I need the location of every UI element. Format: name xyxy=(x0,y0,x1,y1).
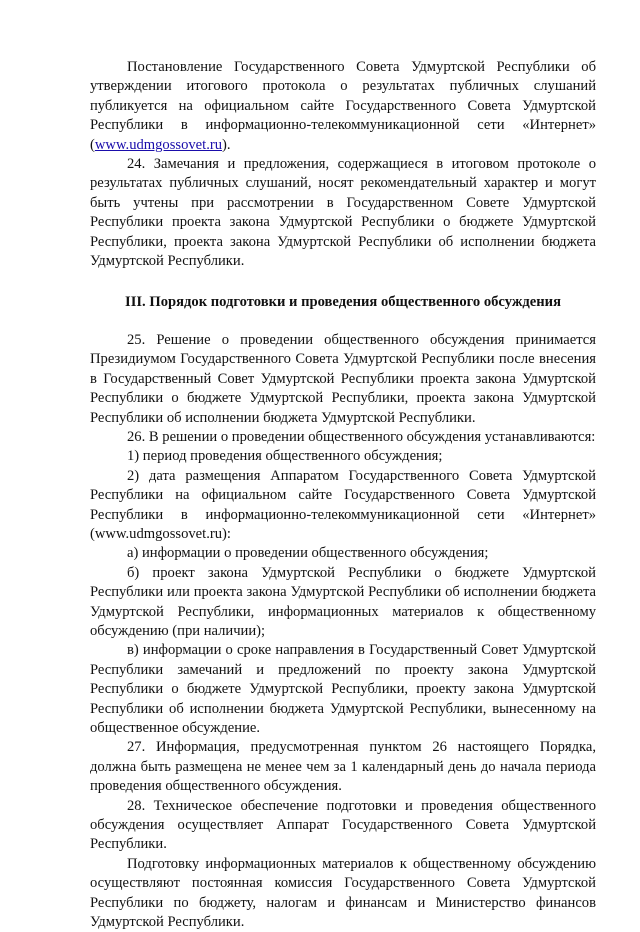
udmgossovet-link[interactable]: www.udmgossovet.ru xyxy=(94,136,223,153)
paragraph-26-item-b: б) проект закона Удмуртской Республики о бюджете Удмуртской Республики или проекта закона Удмуртской Республики об исполнении бюджета Удмуртской Республики, информационных материалов к общественному обсуждению (при наличии); xyxy=(90,564,596,639)
paragraph-publication xyxy=(90,58,596,155)
paragraph-26-item-1: 1) период проведения общественного обсуждения; xyxy=(127,448,443,465)
paragraph-26-item-2: 2) дата размещения Аппаратом Государственного Совета Удмуртской Республики на официальном сайте Государственного Совета Удмуртской Республики в информационно-телекоммуникационной сети «Интернет» (www.udmgossovet.ru): xyxy=(90,467,596,542)
paragraph-25: 25. Решение о проведении общественного обсуждения принимается Президиумом Государственного Совета Удмуртской Республики после внесения в Государственный Совет Удмуртской Республики проекта закона Удмуртской Республики о бюджете Удмуртской Республики, проекта закона Удмуртской Республики об исполнении бюджета Удмуртской Республики. xyxy=(90,331,596,426)
paragraph-publication-end: ). xyxy=(222,136,231,153)
paragraph-materials: Подготовку информационных материалов к общественному обсуждению осуществляют постоянная комиссия Государственного Совета Удмуртской Республики по бюджету, налогам и финансам и Министерство финансов Удмуртской Республики. xyxy=(90,855,596,931)
paragraph-27: 27. Информация, предусмотренная пунктом 26 настоящего Порядка, должна быть размещена не менее чем за 1 календарный день до начала периода проведения общественного обсуждения. xyxy=(90,739,596,795)
paragraph-26: 26. В решении о проведении общественного обсуждения устанавливаются: xyxy=(127,428,596,445)
document-page xyxy=(90,58,596,932)
paragraph-24: 24. Замечания и предложения, содержащиеся в итоговом протоколе о результатах публичных слушаний, носят рекомендательный характер и могут быть учтены при рассмотрении в Государственном Совете Удмуртской Республики проекта закона Удмуртской Республики о бюджете Удмуртской Республики, проекта закона Удмуртской Республики об исполнении бюджета Удмуртской Республики. xyxy=(90,156,596,270)
paragraph-26-item-a: а) информации о проведении общественного обсуждения; xyxy=(127,545,489,562)
paragraph-26-item-v: в) информации о сроке направления в Государственный Совет Удмуртской Республики замечаний и предложений по проекту закона Удмуртской Республики о бюджете Удмуртской Республики, проекту закона Удмуртской Республики об исполнении бюджета Удмуртской Республики, вынесенному на общественное обсуждение. xyxy=(90,642,596,736)
section-heading: III. Порядок подготовки и проведения общественного обсуждения xyxy=(125,294,561,311)
paragraph-publication-text: Постановление Государственного Совета Удмуртской Республики об утверждении итогового протокола о результатах публичных слушаний публикуется на официальном сайте Государственного Совета Удмуртской Республики в информационно-телекоммуникационной сети «Интернет» ( xyxy=(90,59,596,153)
paragraph-28: 28. Техническое обеспечение подготовки и проведения общественного обсуждения осуществляет Аппарат Государственного Совета Удмуртской Республики. xyxy=(90,797,596,853)
